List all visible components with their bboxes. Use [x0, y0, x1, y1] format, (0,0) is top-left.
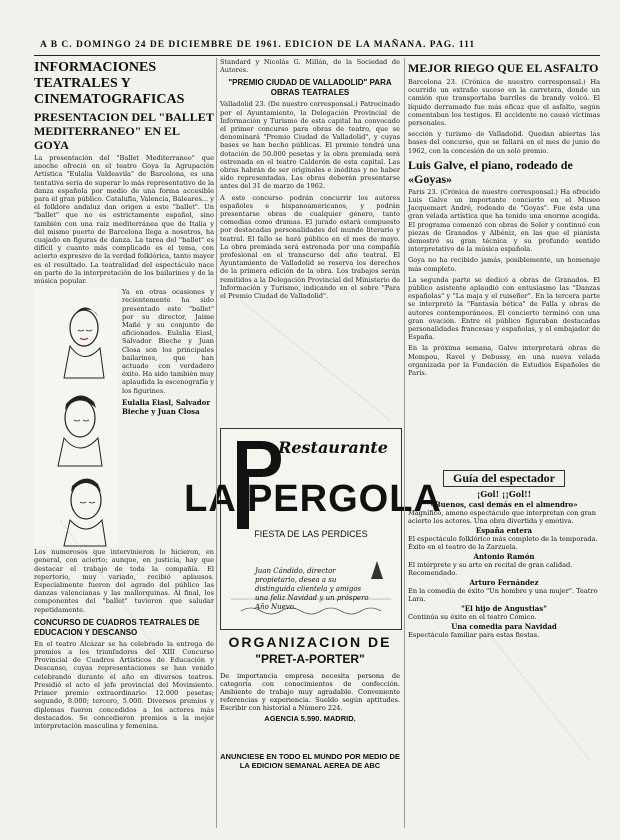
- guide-item-title: Antonio Ramón: [473, 552, 535, 561]
- restaurant-message: Juan Cándido, director propietario, desea a su distinguida clientela y amigos una feliz Navidad y un próspero Año Nuevo.: [255, 567, 369, 611]
- illustration-caption: Eulalia Eiasl, Salvador Bieche y Juan Closa: [122, 397, 211, 416]
- column-3: [408, 58, 600, 466]
- article-paragraph: sección y turismo de Valladolid. Quedan abiertas las bases del concurso, que se fallará en el mes de junio de 1962, con la concesión de un solo premio.: [408, 130, 600, 155]
- job-ad-body: De importancia empresa necesita persona de categoría con conocimientos de confección. Ambiente de trabajo muy agradable. Conveniente referencias y experiencia. Sueldo según aptitudes. Escribir con historial a Número 224.: [220, 672, 400, 712]
- guide-item-body: El espectáculo folklórico más completo de la temporada. Éxito en el teatro de la Zarzuela.: [408, 535, 598, 551]
- article-headline: CONCURSO DE CUADROS TEATRALES DE EDUCACION Y DESCANSO: [34, 617, 200, 637]
- guide-item-body: En la comedia de éxito "Un hombre y una mujer". Teatro Lara.: [408, 587, 598, 603]
- restaurant-subtitle: FIESTA DE LAS PERDICES: [254, 529, 368, 539]
- guide-item-body: Espectáculo familiar para estas fiestas.: [408, 631, 540, 639]
- guide-subtitle: ¡Gol! ¡¡Gol!!: [476, 489, 532, 499]
- guide-title: Guía del espectador: [443, 470, 565, 487]
- article-paragraph: La presentación del "Ballet Mediterraneo" que anoche ofreció en el teatro Goya la Agrupación Artística "Eulalia Valdeavila" de Barcelona, es una tentativa seria de superar lo más representativo de la danza española por medio de una forma accesible para el gran público. Catalufia, Valencia, Baleares... y el folklore andaluz dan origen a este "ballet". Un "ballet" que no es estrictamente español, sino también con una raíz mediterránea que de Italia y del mismo puerto de Barcelona llega a nosotros, ha cuajado en figuras de danza. La tarea del "ballet" es difícil y cuanto más complicado es el tema, con acierto expresivo de la verdad folklórica, tanto mayor es el resultado. La teatralidad del espectáculo nace en parte de la interpretación de los bailarines y de la música popular.: [34, 154, 214, 286]
- column-1: [34, 58, 214, 838]
- job-ad-title: ORGANIZACION DE: [228, 634, 392, 650]
- guide-item-title: «Buenos, casi demás en el almendro»: [430, 500, 578, 509]
- job-ad-contact: AGENCIA 5.590. MADRID.: [264, 714, 356, 723]
- article-headline: "PREMIO CIUDAD DE VALLADOLID" PARA OBRAS TEATRALES: [228, 78, 392, 98]
- job-advertisement: [220, 634, 400, 723]
- article-paragraph: Barcelona 23. (Crónica de nuestro corresponsal.) Ha ocurrido un extraño suceso en la carretera, donde un camión que transportaba barriles de brandy volcó. El líquido derramado fue más eficaz que el asfalto, según comentaban los testigos. El accidente no causó víctimas personales.: [408, 78, 600, 128]
- guide-item: [408, 501, 600, 525]
- article-headline: Luis Galve, el piano, rodeado de «Goyas»: [408, 157, 573, 186]
- guide-item-title: "El hijo de Angustias": [461, 604, 547, 613]
- restaurant-script-label: Restaurante: [278, 438, 388, 457]
- column-divider: [404, 58, 405, 828]
- article-paragraph: Standard y Nicolás G. Millán, de la Sociedad de Autores.: [220, 58, 400, 75]
- article-paragraph: A este concurso podrán concurrir los autores españoles e hispanoamericanos, y podrán presentarse obras de cualquier género, tanto comedias como dramas. El jurado estará compuesto por destacadas personalidades del mundo literario y teatral. El fallo se hará público en el mes de mayo. La obra premiada será estrenada por una compañía profesional en el transcurso del año teatral. El Ayuntamiento de Valladolid se reserva los derechos de la primera edición de la obra. Los trabajos serán remitidos a la Delegación Provincial del Ministerio de Información y Turismo, indicando en el sobre "Para el Premio Ciudad de Valladolid".: [220, 193, 400, 301]
- guide-item-title: Una comedia para Navidad: [451, 622, 557, 631]
- spectator-guide: [408, 470, 600, 639]
- article-paragraph: Paris 23. (Crónica de nuestro corresponsal.) Ha ofrecido Luis Galve un importante concierto en el Museo Jacquemart André, rodeado de "Goyas". Fue ésta una gran velada artística que ha tenido una enorme acogida. El programa comenzó con obras de Soler y continuó con piezas de Granados y Albéniz, en las que el pianista demostró su gran técnica y su profundo sentido interpretativo de la música española.: [408, 187, 600, 254]
- dancers-illustration: [34, 288, 118, 546]
- guide-item: [408, 553, 600, 577]
- article-paragraph: En la próxima semana, Galve interpretará obras de Mompou, Ravel y Debussy, en una nueva velada organizada por la Fundación de Estudios Españoles de París.: [408, 344, 600, 378]
- column-2: [220, 58, 400, 424]
- restaurant-name: LA PERGOLA: [184, 478, 442, 520]
- job-ad-subtitle: "PRET-A-PORTER": [255, 652, 365, 666]
- header-rule: [34, 55, 600, 56]
- guide-item-body: Magnífico, ameno espectáculo que interpretan con gran acierto los actores. Una obra divertida y emotiva.: [408, 509, 596, 525]
- article-paragraph: Ya en otras ocasiones y recientemente ha sido presentado este "ballet" por su director, Jaime Mañé y su conjunto de aficionados. Eulalia Eiasl, Salvador Bieche y Juan Closa son los principales bailarines, que han actuado con verdadero éxito. Ha sido también muy aplaudida la escenografía y los figurines.: [122, 288, 214, 395]
- guide-item-title: Arturo Fernández: [469, 578, 539, 587]
- abc-edition-ad: ANUNCIESE EN TODO EL MUNDO POR MEDIO DE LA EDICION SEMANAL AEREA DE ABC: [220, 752, 400, 770]
- guide-item-body: El intérprete y su arte en recital de gran calidad. Recomendado.: [408, 561, 573, 577]
- restaurant-advertisement: [184, 428, 442, 630]
- guide-item-body: Continúa su éxito en el teatro Cómico.: [408, 613, 537, 621]
- guide-item: [408, 527, 600, 551]
- article-paragraph: En el teatro Alcázar se ha celebrado la entrega de premios a los triunfadores del XIII Concurso Provincial de Cuadros Artísticos de Educación y Descanso, cuyas representaciones se han venido celebrando durante el año en diversos teatros. Presidió el acto el jefe provincial del Movimiento. Primer premio extraordinario: 12.000 pesetas; segundo, 8.000; tercero, 5.000. Diversos premios y diplomas fueron concedidos a los actores más destacados. Se concedieron premios a la mejor interpretación masculina y femenina.: [34, 639, 214, 730]
- article-paragraph: Los numerosos que intervinieron lo hicieron, en general, con acierto; aunque, en justicia, hay que destacar el trabajo de toda la compañía. El repertorio, muy variado, recibió aplausos. Especialmente fueron del agrado del público las danzas valencianas y las mallorquinas. Al final, los componentes del "ballet" tuvieron que saludar repetidamente.: [34, 548, 214, 614]
- article-paragraph: La segunda parte se dedicó a obras de Granados. El público asistente aplaudió con entusiasmo las "Danzas españolas" y "La maja y el ruiseñor". En la tercera parte se interpretó la "Fantasía bética" de Falla y obras de autores contemporáneos. El concierto terminó con una gran ovación. Entre el público figuraban destacadas personalidades francesas y españolas, y el embajador de España.: [408, 275, 600, 342]
- guide-item: [408, 623, 600, 639]
- article-paragraph: Goya no ha recibido jamás, posiblemente, un homenaje más completo.: [408, 256, 600, 273]
- column-divider: [216, 58, 217, 828]
- page-header: A B C. DOMINGO 24 DE DICIEMBRE DE 1961. EDICION DE LA MAÑANA. PAG. 111: [40, 40, 476, 50]
- article-headline: MEJOR RIEGO QUE EL ASFALTO: [408, 61, 599, 75]
- guide-item: [408, 579, 600, 603]
- article-headline: PRESENTACION DEL "BALLET MEDITERRANEO" EN EL GOYA: [34, 110, 214, 152]
- section-title: INFORMACIONES TEATRALES Y CINEMATOGRAFICAS: [34, 60, 185, 107]
- guide-item-title: España entera: [475, 526, 533, 535]
- guide-item: [408, 605, 600, 621]
- article-paragraph: Valladolid 23. (De nuestro corresponsal.) Patrocinado por el Ayuntamiento, la Delegación Provincial de Información y Turismo de esta capital ha convocado el primer concurso para obras de teatro, que se denominará "Premio Ciudad de Valladolid", y cuyas bases se han hecho públicas. El premio tendrá una dotación de 50.000 pesetas y la obra premiada será estrenada en el teatro Calderón de esta capital. Las obras habrán de ser originales e inéditas y no haber sido representadas. Las obras deberán presentarse antes del 31 de marzo de 1962.: [220, 100, 400, 191]
